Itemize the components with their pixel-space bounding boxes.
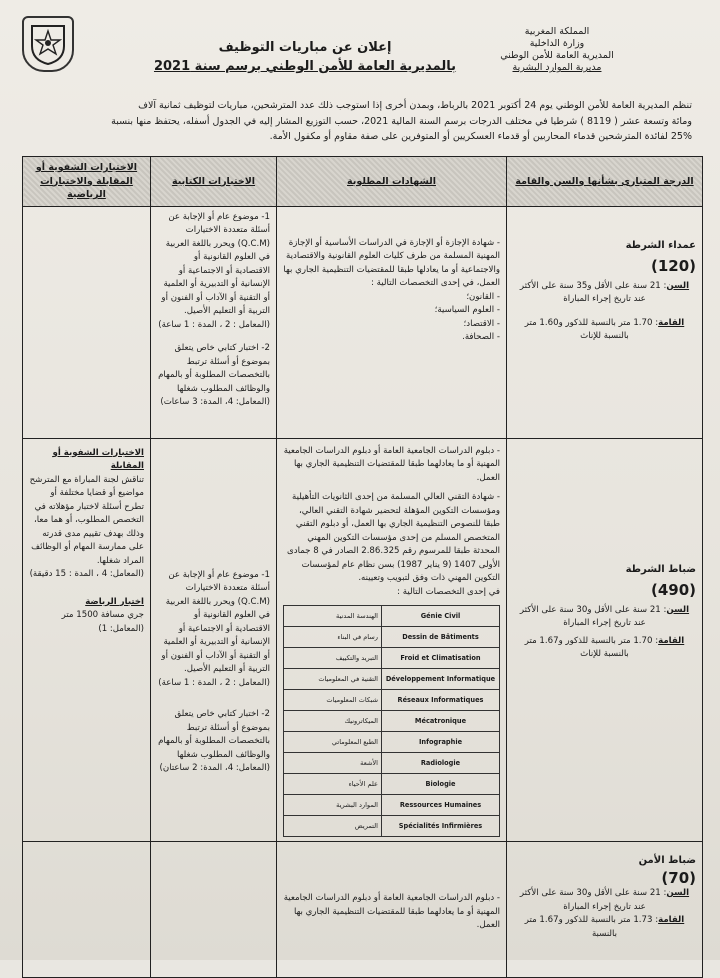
announcement-title [140,38,470,76]
header-conditions: الشهادات المطلوبة [277,157,507,207]
row2-conditions [277,438,507,842]
sport-text: جري مسافة 1500 متر (المعامل: 1) [61,610,144,634]
age-label: السن [666,280,690,291]
written-coef: (المعامل: 4، المدة: 3 ساعات) [160,397,270,407]
age-text: : 21 سنة على الأقل و30 سنة على الأكثر عند تاريخ إجراء المباراة [519,604,667,628]
condition-item: في إحدى التخصصات التالية : [397,586,500,597]
specialty-fr: Radiologie [382,753,500,774]
specialty-row [284,816,500,837]
specialty-row [284,711,500,732]
height-label: القامة [658,915,685,925]
org-line: مديرية الموارد البشرية [512,62,602,73]
condition-item: - شهادة التقني العالي المسلمة من إحدى الثانويات التأهيلية ومؤسسات التكوين المؤهلة لتحضير شهادة التقني العالي، طبقا للنصوص التنظيمية الجاري بها العمل، أو دبلوم التقني المتخصص المسلم من إحدى مؤسسات التكوين المهني المحدثة طبقا للمرسوم رقم 2.86.325 الصادر في 8 جمادى الأولى 1407 (9 يناير 1987) بسن نظام عام لمؤسسات التكوين المهني ذات وفق لتبويب وتعيينه. [287,492,500,583]
header-oral: الاختبارات الشفوية أو المقابلة والاختبارات الرياضية [23,157,151,207]
condition-item: - شهادة الإجازة أو الإجازة في الدراسات الأساسية أو الإجازة المهنية المسلمة من طرف كليات العلوم القانونية والاقتصادية والاجتماعية أو ما يعادلها طبقا للمقتضيات التنظيمية الجاري بها العمل، في إحدى التخصصات التالية : [283,237,500,288]
condition-item: - دبلوم الدراسات الجامعية العامة أو دبلوم الدراسات الجامعية المهنية أو ما يعادلهما طبقا للمقتضيات التنظيمية الجاري بها العمل. [283,893,500,930]
specialty-row [284,753,500,774]
condition-item: - دبلوم الدراسات الجامعية العامة أو دبلوم الدراسات الجامعية المهنية أو ما يعادلهما طبقا للمقتضيات التنظيمية الجاري بها العمل. [283,445,500,483]
written-item: 1- موضوع عام أو الإجابة عن أسئلة متعددة الاختيارات (Q.C.M) ويحرر باللغة العربية في العلوم القانونية أو الاقتصادية أو الاجتماعية أو الإنسانية أو التدبيرية أو العلمية أو التقنية أو الآداب أو الفنون أو التربية أو التعليم الأصيل. [161,569,270,674]
specialty-fr: Mécatronique [382,711,500,732]
height-label: القامة [658,317,685,328]
condition-item: - القانون؛ [466,291,500,302]
grade-title: ضباط الشرطة [625,563,696,575]
specialty-fr: Développement Informatique [382,669,500,690]
specialty-ar: الأشعة [284,753,382,774]
specialty-ar: رسام في البناء [284,627,382,648]
specialty-row [284,669,500,690]
row3-grade [507,842,703,978]
specialty-row [284,606,500,627]
specialty-ar: التقنية في المعلوميات [284,669,382,690]
height-label: القامة [658,635,685,646]
specialty-row [284,732,500,753]
org-line: وزارة الداخلية [529,38,585,49]
age-label: السن [666,888,690,898]
row1-conditions [277,206,507,438]
specialty-ar: علم الأحياء [284,774,382,795]
specialty-fr: Spécialités Infirmières [382,816,500,837]
row2-written [151,438,277,842]
row3-written [151,842,277,978]
grade-count: (490) [650,581,696,599]
specialty-ar: الطبع المعلوماتي [284,732,382,753]
grade-title: ضباط الأمن [638,855,696,866]
written-item: 1- موضوع عام أو الإجابة عن أسئلة متعددة الاختيارات (Q.C.M) ويحرر باللغة العربية في العلوم القانونية أو الاقتصادية أو الاجتماعية أو الإنسانية أو التدبيرية أو العلمية أو التقنية أو الآداب أو الفنون أو التربية أو التعليم الأصيل. [161,211,270,316]
row2-oral [23,438,151,842]
row1-oral [23,206,151,438]
specialty-ar: التبريد والتكييف [284,648,382,669]
condition-item: - الاقتصاد؛ [463,318,500,329]
row3-conditions [277,842,507,978]
intro-line: ومائة وتسعة عشر ( 8119 ) شرطيا في مختلف الدرجات برسم السنة المالية 2021، حسب التوزيع المشار إليه في الجدول أسفله، يحتفظ منها بنسبة [111,115,692,127]
recruitment-table [22,156,703,978]
written-coef: (المعامل: 4، المدة: 2 ساعتان) [159,763,270,773]
specialty-fr: Ressources Humaines [382,795,500,816]
intro-paragraph [40,98,692,145]
age-text: : 21 سنة على الأقل و35 سنة على الأكثر عند تاريخ إجراء المباراة [519,280,667,304]
title-line-2: بالمديرية العامة للأمن الوطني برسم سنة 2021 [153,59,457,74]
police-emblem-icon [22,16,74,72]
specialty-row [284,648,500,669]
specialties-table [283,605,500,837]
written-item: 2- اختبار كتابي خاص يتعلق بموضوع أو أسئلة ترتبط بالتخصصات المطلوبة أو بالمهام والوظائف المطلوب شغلها [158,343,270,394]
specialty-row [284,795,500,816]
specialty-row [284,627,500,648]
organization-header [462,26,652,74]
row3-oral [23,842,151,978]
org-line: المملكة المغربية [524,26,590,37]
intro-line: تنظم المديرية العامة للأمن الوطني يوم 24 أكتوبر 2021 بالرباط، وبمدن أخرى إذا استوجب ذلك عدد المترشحين، مباريات لتوظيف ثمانية آلاف [138,100,692,111]
title-line-1: إعلان عن مباريات التوظيف [218,40,392,55]
grade-title: عمداء الشرطة [625,239,696,251]
specialty-fr: Infographie [382,732,500,753]
specialty-fr: Génie Civil [382,606,500,627]
specialty-fr: Biologie [382,774,500,795]
specialty-ar: شبكات المعلوميات [284,690,382,711]
specialty-ar: الميكاترونيك [284,711,382,732]
height-text: : 1.73 متر بالنسبة للذكور و1.67 متر بالنسبة [524,915,659,939]
intro-line: 25% لفائدة المترشحين قدماء المحاربين أو قدماء العسكريين أو المتوفرين على صفة مقاوم أو مكفول الأمة. [269,131,692,142]
specialty-fr: Dessin de Bâtiments [382,627,500,648]
org-line: المديرية العامة للأمن الوطني [500,50,614,61]
grade-count: (70) [661,868,696,887]
grade-count: (120) [650,257,696,275]
age-text: : 21 سنة على الأقل و30 سنة على الأكثر عند تاريخ إجراء المباراة [519,888,667,912]
written-coef: (المعامل : 2 ، المدة : 1 ساعة) [158,677,270,688]
specialty-ar: الهندسة المدنية [284,606,382,627]
condition-item: - الصحافة. [462,332,500,342]
oral-coef: (المعامل: 4 ، المدة : 15 دقيقة) [29,569,144,579]
row2-grade [507,438,703,842]
height-text: : 1.70 متر بالنسبة للذكور و1.60 متر بالنسبة للإناث [524,317,659,341]
age-label: السن [666,604,690,615]
written-item: 2- اختبار كتابي خاص يتعلق بموضوع أو أسئلة ترتبط بالتخصصات المطلوبة أو بالمهام والوظائف المطلوب شغلها [158,709,270,760]
specialty-ar: الموارد البشرية [284,795,382,816]
specialty-fr: Réseaux Informatiques [382,690,500,711]
specialty-row [284,690,500,711]
sport-title: اختبار الرياضة [85,596,144,607]
specialty-fr: Froid et Climatisation [382,648,500,669]
row1-grade [507,206,703,438]
condition-item: - العلوم السياسية؛ [434,305,500,315]
specialty-ar: التمريض [284,816,382,837]
written-coef: (المعامل : 2 ، المدة : 1 ساعة) [158,319,270,330]
oral-title: الاختبارات الشفوية أو المقابلة [52,447,144,471]
header-written: الاختبارات الكتابية [151,157,277,207]
header-grade: الدرجة المتبارى بشأنها والسن والقامة [507,157,703,207]
height-text: : 1.70 متر بالنسبة للذكور و1.67 متر بالنسبة للإناث [524,635,659,659]
oral-text: تناقش لجنة المباراة مع المترشح مواضيع أو قضايا مختلفة أو تطرح أسئلة لاختبار مؤهلاته في التخصص المطلوب، أو هما معا، وذلك بهدف تقييم مدى قدرته على ممارسة المهام أو الوظائف المراد شغلها. [29,474,144,566]
row1-written [151,206,277,438]
specialty-row [284,774,500,795]
